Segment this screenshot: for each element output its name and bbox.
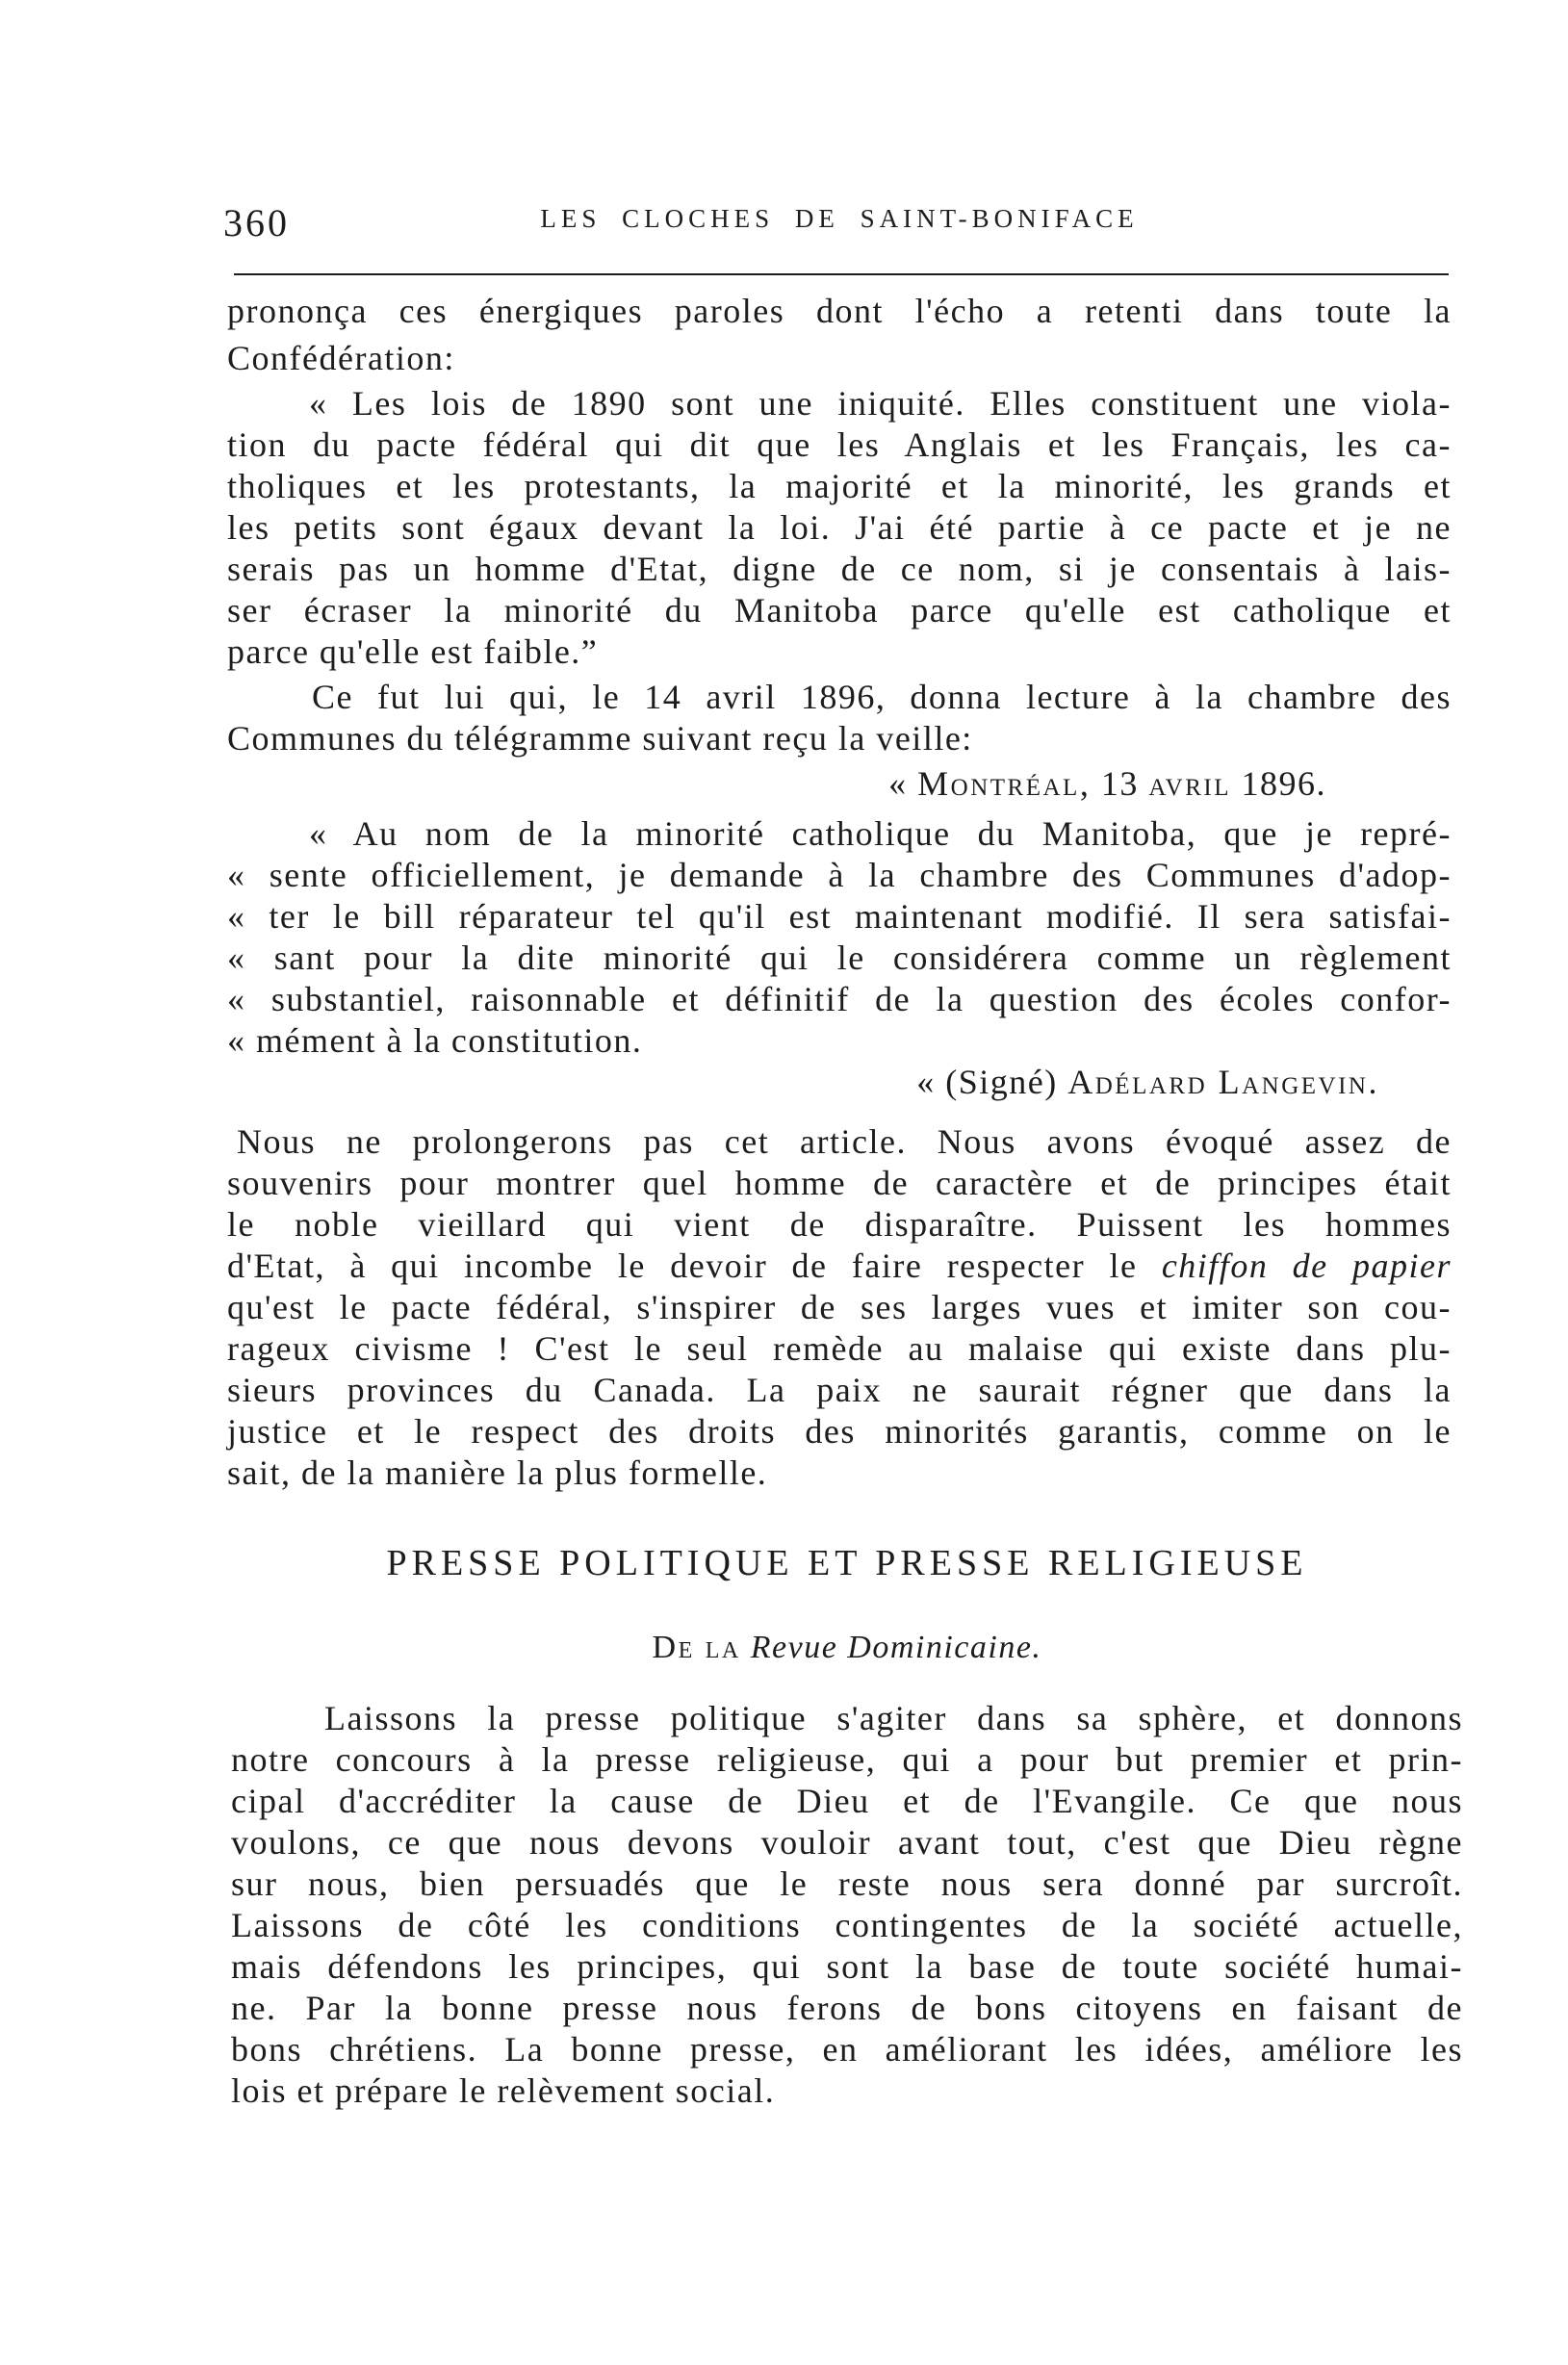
conclusion-italic-phrase: chiffon de papier	[1161, 1247, 1452, 1285]
body-line: ne. Par la bonne presse nous ferons de bons citoyens en faisant de	[231, 1989, 1463, 2027]
body-line: bons chrétiens. La bonne presse, en améliorant les idées, améliore les	[231, 2030, 1463, 2069]
article-source	[231, 1627, 1463, 1668]
body-line: cipal d'accréditer la cause de Dieu et de l'Evangile. Ce que nous	[231, 1782, 1463, 1820]
telegram-line: « Au nom de la minorité catholique du Manitoba, que je repré-	[309, 814, 1452, 853]
telegram-line: « sant pour la dite minorité qui le considérera comme un règlement	[227, 938, 1452, 977]
narration-line: Ce fut lui qui, le 14 avril 1896, donna lecture à la chambre des	[312, 678, 1452, 716]
speech-intro-line: Confédération:	[227, 339, 455, 377]
source-title: Revue Dominicaine.	[750, 1630, 1042, 1665]
speech-quote-line: « Les lois de 1890 sont une iniquité. Elles constituent une viola-	[309, 384, 1452, 423]
article-presse	[231, 1539, 1463, 2112]
conclusion-line: le noble vieillard qui vient de disparaître. Puissent les hommes	[227, 1205, 1452, 1244]
header-rule	[234, 273, 1449, 275]
speech-quote-line: ser écraser la minorité du Manitoba parce qu'elle est catholique et	[227, 591, 1452, 630]
conclusion-line: rageux civisme ! C'est le seul remède au malaise qui existe dans plu-	[227, 1329, 1452, 1368]
article-body	[231, 1698, 1463, 2112]
body-line: notre concours à la presse religieuse, qui a pour but premier et prin-	[231, 1740, 1463, 1779]
body-line: Laissons la presse politique s'agiter dans sa sphère, et donnons	[324, 1699, 1463, 1737]
telegram-line: « ter le bill réparateur tel qu'il est maintenant modifié. Il sera satisfai-	[227, 897, 1452, 936]
dateline-month: avril	[1148, 764, 1231, 803]
telegram-dateline	[227, 763, 1452, 805]
conclusion-line-text: d'Etat, à qui incombe le devoir de faire respecter le	[227, 1247, 1138, 1285]
body-line: Laissons de côté les conditions contingentes de la société actuelle,	[231, 1906, 1463, 1944]
page-number: 360	[223, 201, 290, 244]
source-prefix: De la	[652, 1630, 741, 1665]
conclusion-line: Nous ne prolongerons pas cet article. Nous avons évoqué assez de	[237, 1122, 1452, 1161]
body-line: mais défendons les principes, qui sont la base de toute société humai-	[231, 1947, 1463, 1986]
article-continuation	[227, 291, 1452, 1494]
body-line: sur nous, bien persuadés que le reste nous sera donné par surcroît.	[231, 1864, 1463, 1903]
telegram-line: « sente officiellement, je demande à la chambre des Communes d'adop-	[227, 856, 1452, 894]
dateline-city: Montréal,	[917, 764, 1092, 803]
telegram-signature	[227, 1062, 1452, 1103]
speech-intro-line: prononça ces énergiques paroles dont l'écho a retenti dans toute la	[227, 292, 1452, 330]
conclusion-line: qu'est le pacte fédéral, s'inspirer de ses larges vues et imiter son cou-	[227, 1288, 1452, 1326]
speech-quote-line: tholiques et les protestants, la majorité et la minorité, les grands et	[227, 467, 1452, 505]
dateline-day: 13	[1100, 764, 1139, 803]
body-line: lois et prépare le relèvement social.	[231, 2071, 776, 2110]
conclusion-line: justice et le respect des droits des minorités garantis, comme on le	[227, 1412, 1452, 1451]
telegram-line: « mément à la constitution.	[227, 1021, 643, 1060]
signature-name: Adélard Langevin.	[1067, 1063, 1379, 1101]
body-line: voulons, ce que nous devons vouloir avant tout, c'est que Dieu règne	[231, 1823, 1463, 1862]
running-title: LES CLOCHES DE SAINT-BONIFACE	[540, 204, 1139, 233]
conclusion-line: sieurs provinces du Canada. La paix ne saurait régner que dans la	[227, 1371, 1452, 1409]
narration-line: Communes du télégramme suivant reçu la veille:	[227, 719, 973, 758]
telegram-line: « substantiel, raisonnable et définitif de la question des écoles confor-	[227, 980, 1452, 1018]
dateline-year: 1896.	[1241, 764, 1326, 803]
conclusion-line: sait, de la manière la plus formelle.	[227, 1453, 768, 1492]
speech-quote-line: parce qu'elle est faible.”	[227, 632, 599, 671]
speech-quote-line: les petits sont égaux devant la loi. J'ai été partie à ce pacte et je ne	[227, 508, 1452, 547]
speech-quote-line: tion du pacte fédéral qui dit que les Anglais et les Français, les ca-	[227, 425, 1452, 464]
speech-quote-line: serais pas un homme d'Etat, digne de ce nom, si je consentais à lais-	[227, 550, 1452, 588]
conclusion-line	[227, 1246, 1452, 1287]
dateline-quote-mark: «	[888, 764, 908, 803]
article-heading: PRESSE POLITIQUE ET PRESSE RELIGIEUSE	[386, 1543, 1308, 1583]
signature-prefix: « (Signé)	[916, 1063, 1058, 1101]
conclusion-line: souvenirs pour montrer quel homme de caractère et de principes était	[227, 1164, 1452, 1202]
